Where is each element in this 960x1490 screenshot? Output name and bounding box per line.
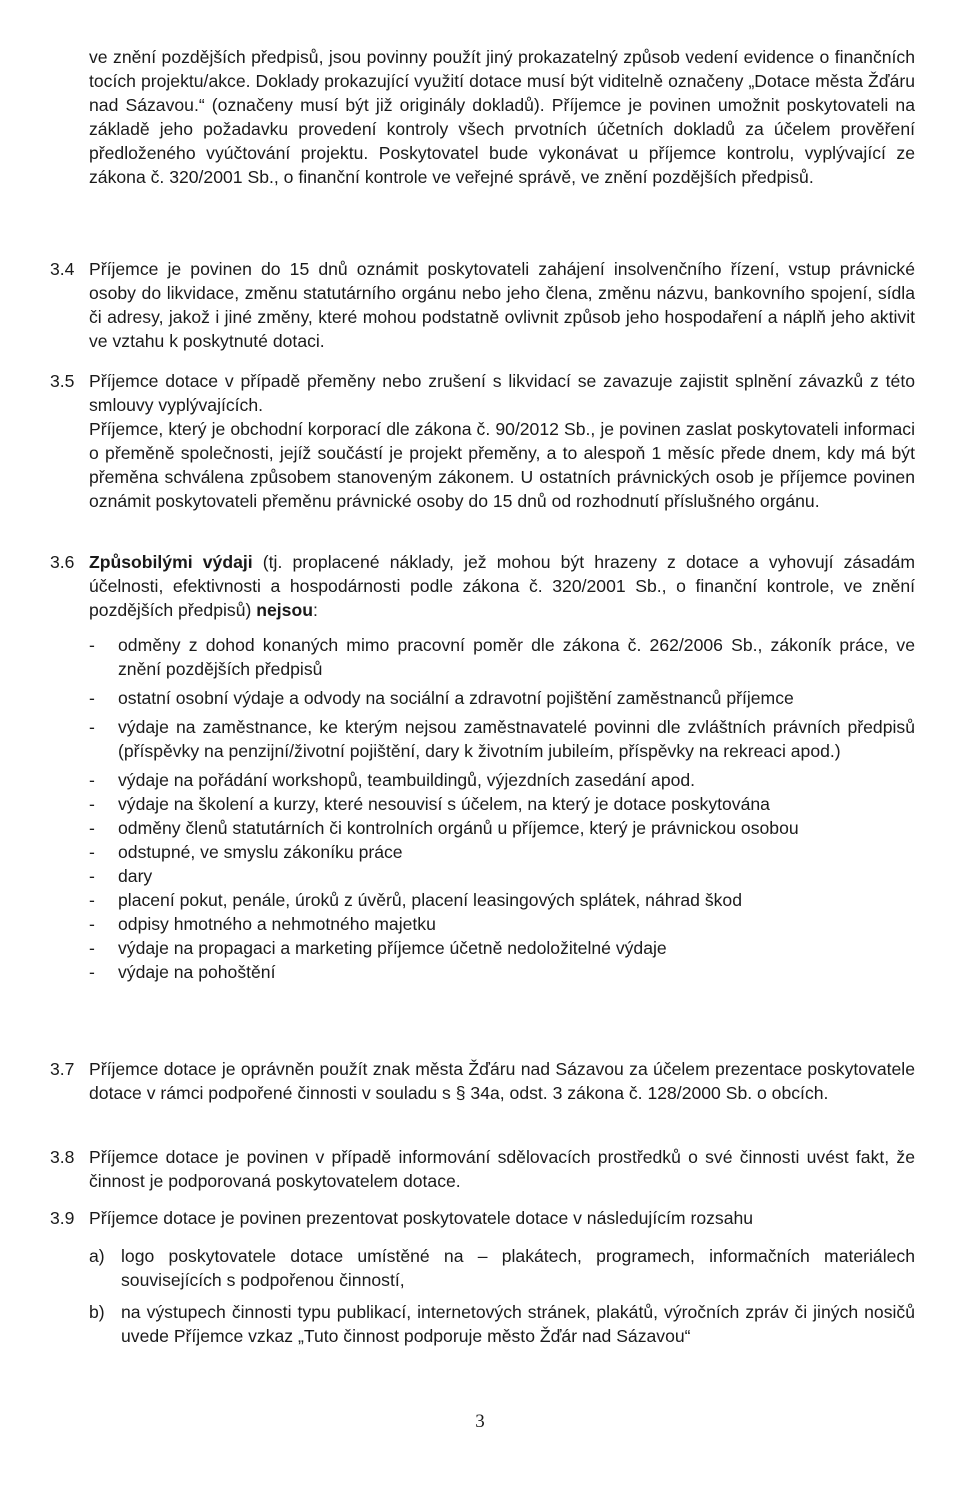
list-item: - výdaje na pohoštění (89, 962, 276, 982)
list-item: - dary (89, 866, 153, 886)
bold-tail: nejsou (256, 600, 313, 620)
dash: - (89, 938, 95, 958)
section-text: Příjemce dotace je povinen prezentovat poskytovatele dotace v následujícím rozsahu (89, 1208, 754, 1228)
section-3-4 (50, 257, 915, 353)
intro-text: (tj. proplacené náklady, jež mohou být hrazeny z dotace a vyhovují zásadám účelnosti, efektivnosti a hospodárnosti podle zákona č. 320/2001 Sb., o finanční kontrole, ve znění pozdějších předpisů) (89, 552, 915, 620)
item-letter: b) (89, 1302, 105, 1322)
dash: - (89, 794, 95, 814)
list-item: - výdaje na pořádání workshopů, teambuildingů, výjezdních zasedání apod. (89, 770, 696, 790)
dash: - (89, 717, 95, 737)
dash: - (89, 962, 95, 982)
list-item-b: b) na výstupech činnosti typu publikací, internetových stránek, plakátů, výročních zpráv či jiných nosičů uvede Příjemce vzkaz „Tuto činnost podporuje město Žďár nad Sázavou“ (89, 1302, 915, 1346)
section-3-8 (50, 1145, 915, 1193)
section-intro (89, 550, 915, 622)
list-item: - odměny členů statutárních či kontrolních orgánů u příjemce, který je právnickou osobou (89, 818, 799, 838)
continuation-text: ve znění pozdějších předpisů, jsou povinny použít jiný prokazatelný způsob vedení evidence o finančních tocích projektu/akce. Doklady prokazující využití dotace musí být viditelně označeny „Dotace města Žďáru nad Sázavou.“ (označeny musí být již originály dokladů). Příjemce je povinen umožnit poskytovateli na základě jeho požadavku provedení kontroly všech prvotních účetních dokladů za účelem prověření předloženého vyúčtování projektu. Poskytovatel bude vykonávat u příjemce kontrolu, vyplývající ze zákona č. 320/2001 Sb., o finanční kontrole ve veřejné správě, ve znění pozdějších předpisů. (89, 47, 915, 187)
section-text: Příjemce je povinen do 15 dnů oznámit poskytovateli zahájení insolvenčního řízení, vstup právnické osoby do likvidace, změnu statutárního orgánu nebo jeho člena, změnu názvu, bankovního spojení, sídla či adresy, jakož i jiné změny, které mohou podstatně ovlivnit způsob jeho hospodaření a náplň jeho aktivit ve vztahu k poskytnuté dotaci. (89, 259, 915, 351)
section-text: Příjemce dotace je oprávněn použít znak města Žďáru nad Sázavou za účelem prezentace poskytovatele dotace v rámci podpořené činnosti v souladu s § 34a, odst. 3 zákona č. 128/2000 Sb. o obcích. (89, 1059, 915, 1103)
list-item: - ostatní osobní výdaje a odvody na sociální a zdravotní pojištění zaměstnanců příjemce (89, 688, 794, 708)
section-number: 3.4 (50, 259, 75, 279)
section-number: 3.8 (50, 1147, 75, 1167)
list-item: - odstupné, ve smyslu zákoníku práce (89, 842, 403, 862)
section-3-6 (50, 550, 915, 984)
list-item: - výdaje na propagaci a marketing příjemce účetně nedoložitelné výdaje (89, 938, 667, 958)
list-item: - placení pokut, penále, úroků z úvěrů, placení leasingových splátek, náhrad škod (89, 890, 742, 910)
list-item: - výdaje na zaměstnance, ke kterým nejsou zaměstnavatelé povinni dle zvláštních právních předpisů (příspěvky na penzijní/životní pojištění, dary k životním jubileím, příspěvky na rekreaci apod.) (89, 717, 915, 761)
list-item: - odměny z dohod konaných mimo pracovní poměr dle zákona č. 262/2006 Sb., zákoník práce, ve znění pozdějších předpisů (89, 635, 915, 679)
dash: - (89, 842, 95, 862)
list-item: - výdaje na školení a kurzy, které nesouvisí s účelem, na který je dotace poskytována (89, 794, 770, 814)
section-text-1: Příjemce dotace v případě přeměny nebo zrušení s likvidací se zavazuje zajistit splnění závazků z této smlouvy vyplývajících. (89, 371, 915, 415)
section-number: 3.9 (50, 1208, 75, 1228)
page-number: 3 (475, 1411, 485, 1432)
section-3-7 (50, 1057, 915, 1105)
section-text-2: Příjemce, který je obchodní korporací dle zákona č. 90/2012 Sb., je povinen zaslat poskytovateli informaci o přeměně společnosti, jejíž součástí je projekt přeměny, a to alespoň 1 měsíc přede dnem, kdy má být přeměna schválena způsobem stanoveným zákonem. U ostatních právnických osob je příjemce povinen oznámit poskytovateli přeměnu právnické osoby do 15 dnů od rozhodnutí příslušného orgánu. (89, 419, 915, 511)
section-number: 3.5 (50, 371, 75, 391)
section-3-5 (50, 369, 915, 513)
presentation-list (89, 1244, 915, 1348)
bold-lead: Způsobilými výdaji (89, 552, 253, 572)
section-text: Příjemce dotace je povinen v případě informování sdělovacích prostředků o své činnosti uvést fakt, že činnost je podporovaná poskytovatelem dotace. (89, 1147, 915, 1191)
section-3-9 (50, 1206, 915, 1356)
dash: - (89, 635, 95, 655)
dash: - (89, 688, 95, 708)
colon: : (312, 600, 318, 620)
section-number: 3.6 (50, 552, 75, 572)
dash: - (89, 866, 95, 886)
dash: - (89, 890, 95, 910)
dash: - (89, 770, 95, 790)
dash: - (89, 914, 95, 934)
item-letter: a) (89, 1246, 105, 1266)
section-number: 3.7 (50, 1059, 75, 1079)
continuation-paragraph (89, 45, 915, 189)
list-item: - odpisy hmotného a nehmotného majetku (89, 914, 436, 934)
dash: - (89, 818, 95, 838)
ineligible-expenses-list (89, 633, 915, 984)
list-item-a: a) logo poskytovatele dotace umístěné na – plakátech, programech, informačních materiálech souvisejících s podpořenou činností, (89, 1246, 915, 1290)
